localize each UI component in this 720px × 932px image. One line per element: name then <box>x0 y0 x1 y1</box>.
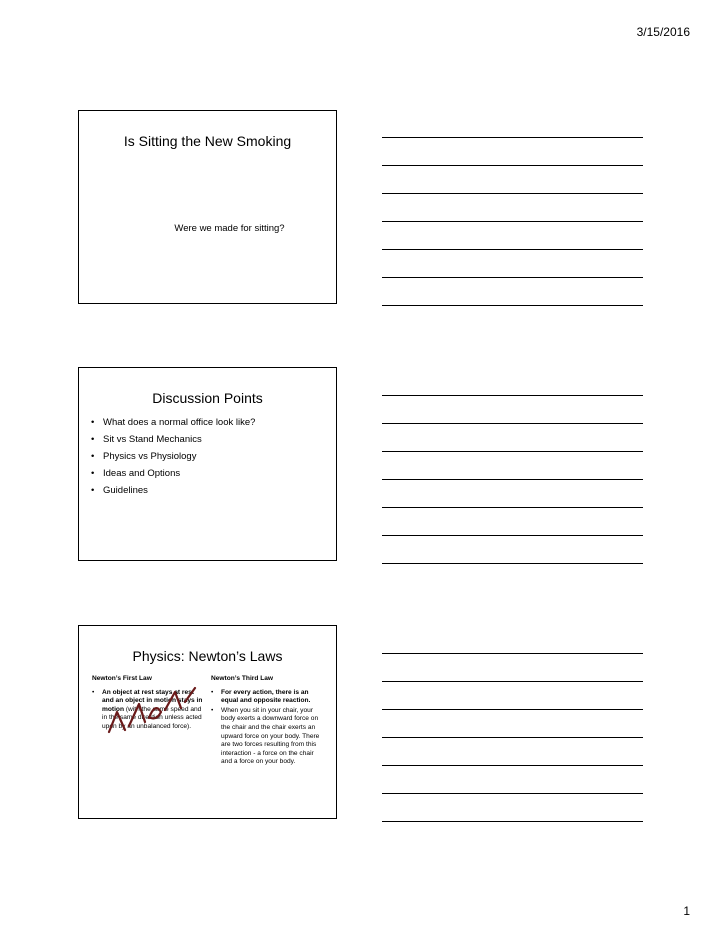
slide-thumbnail-1 <box>78 110 337 304</box>
bullet-item: • Sit vs Stand Mechanics <box>91 431 255 448</box>
bullet-item: • When you sit in your chair, your body exerts a downward force on the chair and the chair exerts an upward force on your body. There are two forces resulting from this interaction - a force on the chair and a force on your body. <box>211 707 323 767</box>
slide-title: Discussion Points <box>152 390 263 406</box>
slide-thumbnail-3 <box>78 625 337 819</box>
bullet-item: • Ideas and Options <box>91 465 255 482</box>
slide-title: Is Sitting the New Smoking <box>123 133 292 149</box>
bullet-list <box>91 414 255 499</box>
first-law-column <box>92 675 204 733</box>
bullet-item: • Physics vs Physiology <box>91 448 255 465</box>
slide-subtitle: Were we made for sitting? <box>174 223 285 234</box>
header-date: 3/15/2016 <box>636 25 690 39</box>
slide-thumbnail-2 <box>78 367 337 561</box>
bullet-item: • What does a normal office look like? <box>91 414 255 431</box>
bold-text: An object at rest stays at rest and an object in motion stays in motion <box>102 688 203 713</box>
normal-text: (with the same speed and in the same direction unless acted upon by an unbalanced force). <box>102 705 202 730</box>
bold-text: For every action, there is an equal and opposite reaction. <box>221 688 311 705</box>
bullet-item: • Guidelines <box>91 482 255 499</box>
column-heading: Newton’s First Law <box>92 675 152 682</box>
third-law-column <box>211 675 323 768</box>
bullet-item <box>211 689 323 706</box>
column-heading: Newton’s Third Law <box>211 675 274 682</box>
page-number: 1 <box>683 904 690 918</box>
slide-title: Physics: Newton’s Laws <box>132 648 283 664</box>
bullet-item <box>92 689 204 732</box>
